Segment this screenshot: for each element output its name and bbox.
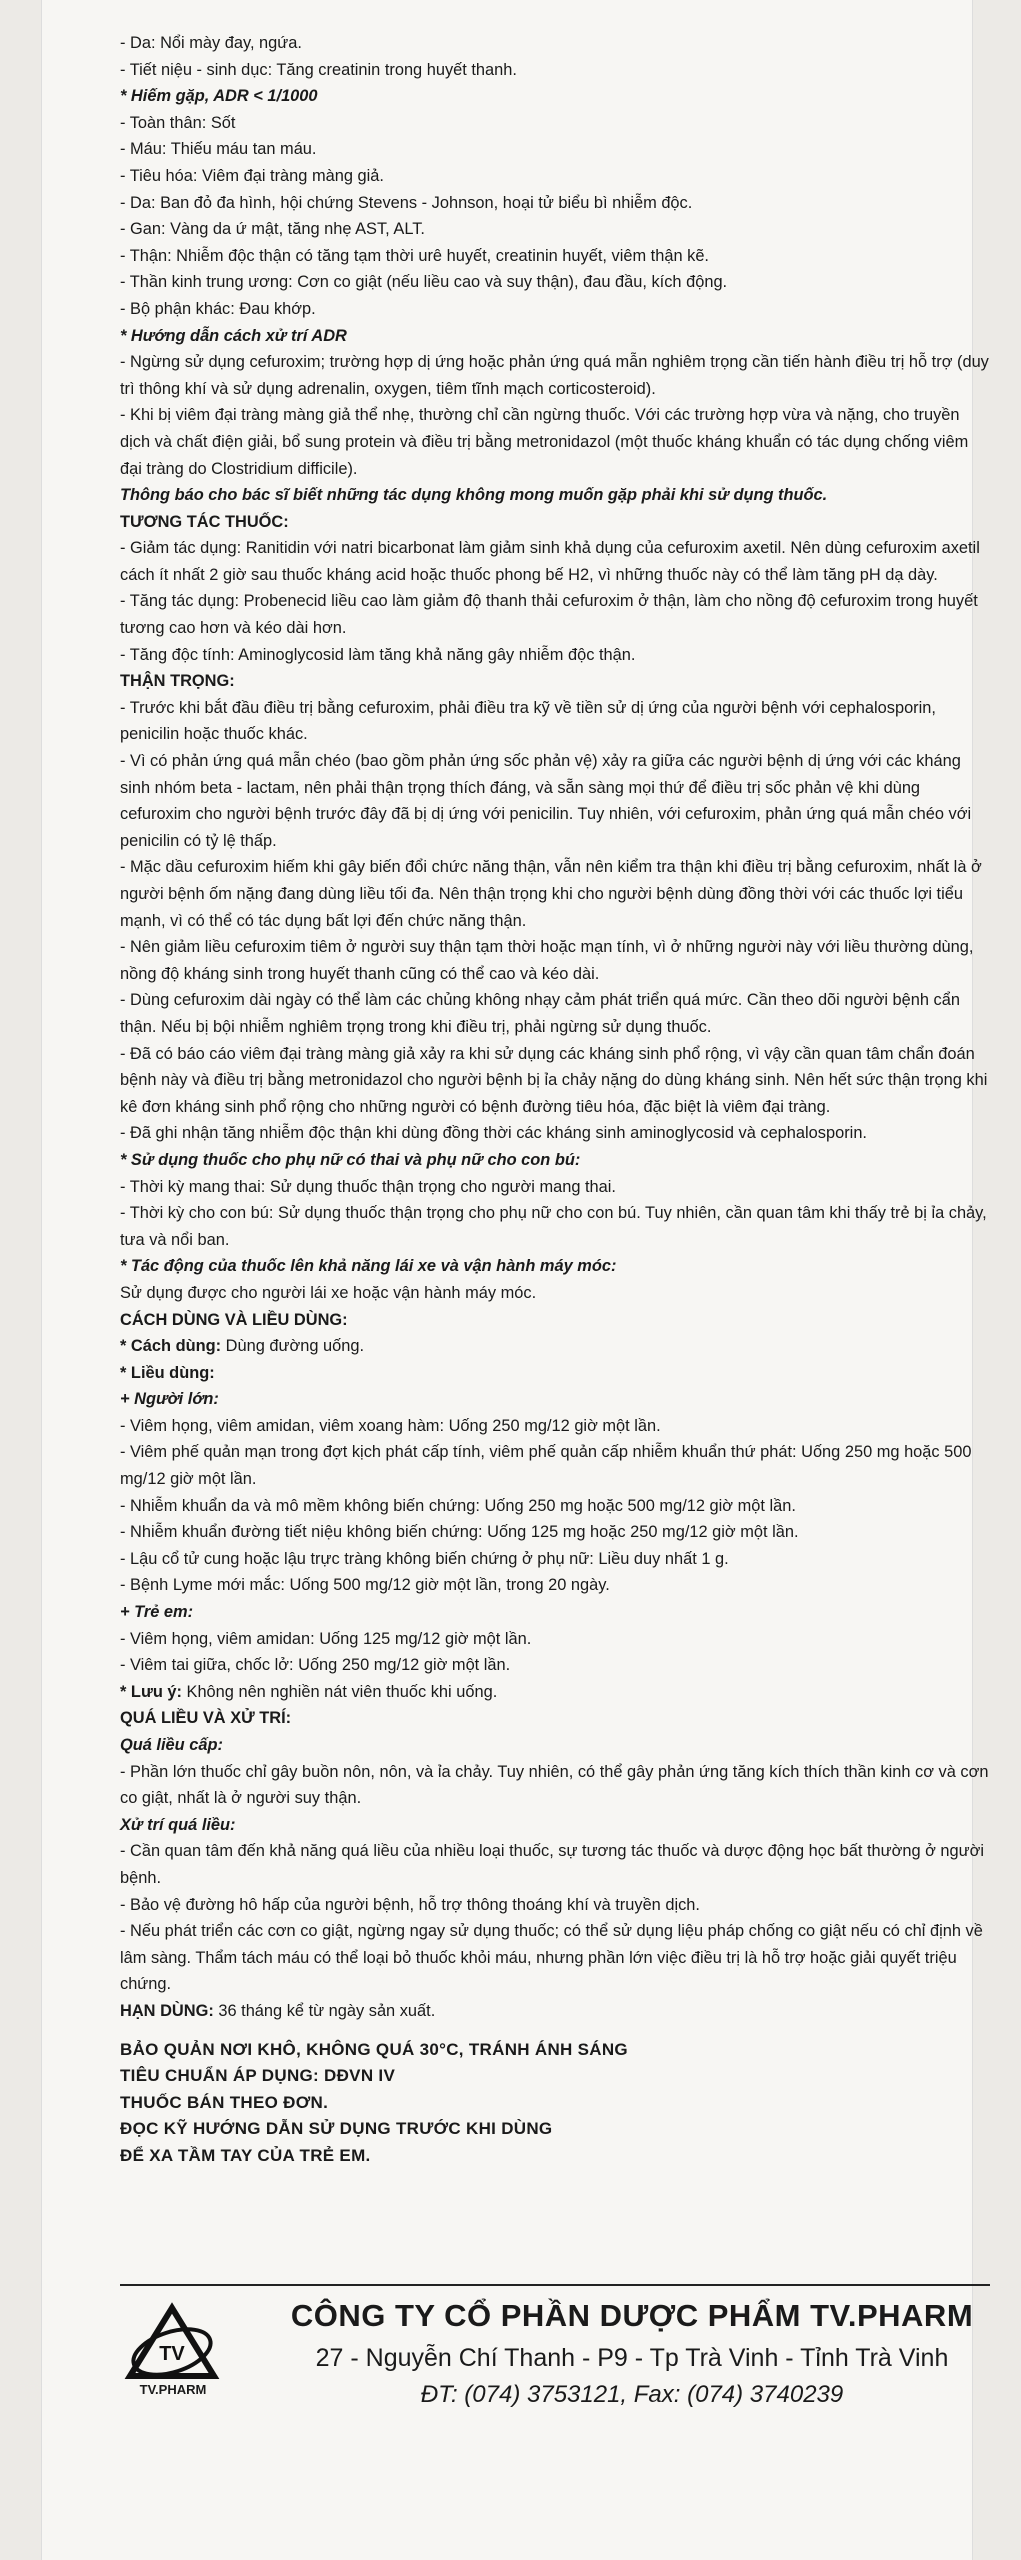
text-line: * Sử dụng thuốc cho phụ nữ có thai và phụ nữ cho con bú: <box>120 1150 581 1169</box>
text-line: - Viêm tai giữa, chốc lở: Uống 250 mg/12 giờ một lần. <box>120 1656 511 1675</box>
text-line: Xử trí quá liều: <box>120 1815 236 1834</box>
text-line: - Thời kỳ cho con bú: Sử dụng thuốc thận trọng cho phụ nữ cho con bú. Tuy nhiên, cần quan tâm khi thấy trẻ bị ỉa chảy, tưa và nổi ban. <box>120 1204 987 1249</box>
text-line: - Tăng tác dụng: Probenecid liều cao làm giảm độ thanh thải cefuroxim ở thận, làm cho nồng độ cefuroxim trong huyết tương cao hơn và kéo dài hơn. <box>120 592 978 638</box>
text-line: - Viêm họng, viêm amidan, viêm xoang hàm: Uống 250 mg/12 giờ một lần. <box>120 1416 661 1435</box>
text-line: + Người lớn: <box>120 1390 219 1409</box>
text-line: - Phần lớn thuốc chỉ gây buồn nôn, nôn, và ỉa chảy. Tuy nhiên, có thể gây phản ứng tăng kích thích thần kinh cơ và cơn co giật, nhất là ở người suy thận. <box>120 1762 989 1808</box>
text-line: TIÊU CHUẨN ÁP DỤNG: DĐVN IV <box>120 2066 396 2086</box>
text-line <box>120 1998 990 2025</box>
text-line: - Toàn thân: Sốt <box>120 113 236 132</box>
text-line: - Lậu cổ tử cung hoặc lậu trực tràng không biến chứng ở phụ nữ: Liều duy nhất 1 g. <box>120 1549 729 1568</box>
text-line: - Máu: Thiếu máu tan máu. <box>120 140 317 159</box>
text-line: - Vì có phản ứng quá mẫn chéo (bao gồm phản ứng sốc phản vệ) xảy ra giữa các người bệnh dị ứng với các kháng sinh nhóm beta - lactam, nên phải thận trọng thích đáng, và sẵn sàng mọi thứ để điều trị sốc phản vệ khi dùng cefuroxim cho người bệnh trước đây đã bị dị ứng với penicilin. Tuy nhiên, với cefuroxim, phản ứng quá mẫn chéo với penicilin có tỷ lệ thấp. <box>120 752 972 850</box>
text-line <box>120 1333 990 1360</box>
company-info <box>262 2298 1002 2409</box>
text-line: - Thận: Nhiễm độc thận có tăng tạm thời urê huyết, creatinin huyết, viêm thận kẽ. <box>120 246 709 265</box>
company-name: CÔNG TY CỔ PHẦN DƯỢC PHẨM TV.PHARM <box>290 2298 974 2333</box>
text-line: - Giảm tác dụng: Ranitidin với natri bicarbonat làm giảm sinh khả dụng của cefuroxim axetil. Nên dùng cefuroxim axetil cách ít nhất 2 giờ sau thuốc kháng acid hoặc thuốc phong bế H2, vì những thuốc này có thể làm tăng pH dạ dày. <box>120 539 980 584</box>
inline-text: Dùng đường uống. <box>221 1337 365 1356</box>
text-line: * Liều dùng: <box>120 1363 215 1382</box>
text-line: - Viêm họng, viêm amidan: Uống 125 mg/12 giờ một lần. <box>120 1629 532 1648</box>
text-line: - Ngừng sử dụng cefuroxim; trường hợp dị ứng hoặc phản ứng quá mẫn nghiêm trọng cần tiến hành điều trị hỗ trợ (duy trì thông khí và sử dụng adrenalin, oxygen, tiêm tĩnh mạch corticosteroid). <box>120 353 989 398</box>
text-line: THẬN TRỌNG: <box>120 672 235 691</box>
text-line: Thông báo cho bác sĩ biết những tác dụng không mong muốn gặp phải khi sử dụng thuốc. <box>120 486 828 505</box>
text-line: - Tiêu hóa: Viêm đại tràng màng giả. <box>120 166 384 185</box>
text-line: - Da: Ban đỏ đa hình, hội chứng Stevens - Johnson, hoại tử biểu bì nhiễm độc. <box>120 193 693 212</box>
inline-label: * Cách dùng: <box>120 1337 222 1356</box>
text-line: - Nhiễm khuẩn đường tiết niệu không biến chứng: Uống 125 mg hoặc 250 mg/12 giờ một lần. <box>120 1523 799 1542</box>
text-line: ĐỌC KỸ HƯỚNG DẪN SỬ DỤNG TRƯỚC KHI DÙNG <box>120 2119 553 2139</box>
company-contact: ĐT: (074) 3753121, Fax: (074) 3740239 <box>420 2381 844 2408</box>
text-line: Sử dụng được cho người lái xe hoặc vận hành máy móc. <box>120 1283 537 1302</box>
inline-text: Không nên nghiền nát viên thuốc khi uống. <box>181 1682 498 1701</box>
inline-label: HẠN DÙNG: <box>120 2001 214 2020</box>
text-line: THUỐC BÁN THEO ĐƠN. <box>120 2092 329 2112</box>
text-line: - Dùng cefuroxim dài ngày có thể làm các chủng không nhạy cảm phát triển quá mức. Cần theo dõi người bệnh cẩn thận. Nếu bị bội nhiễm nghiêm trọng trong khi điều trị, phải ngừng sử dụng thuốc. <box>120 991 960 1036</box>
text-line: - Nếu phát triển các cơn co giật, ngừng ngay sử dụng thuốc; có thể sử dụng liệu pháp chống co giật nếu có chỉ định về lâm sàng. Thẩm tách máu có thể loại bỏ thuốc khỏi máu, nhưng phần lớn việc điều trị là hỗ trợ hoặc giải quyết triệu chứng. <box>120 1922 983 1994</box>
text-line: * Hướng dẫn cách xử trí ADR <box>120 326 347 345</box>
text-line: - Nhiễm khuẩn da và mô mềm không biến chứng: Uống 250 mg hoặc 500 mg/12 giờ một lần. <box>120 1496 796 1515</box>
text-line: - Bệnh Lyme mới mắc: Uống 500 mg/12 giờ một lần, trong 20 ngày. <box>120 1576 610 1595</box>
text-line: - Gan: Vàng da ứ mật, tăng nhẹ AST, ALT. <box>120 220 425 239</box>
text-line: ĐỂ XA TẦM TAY CỦA TRẺ EM. <box>120 2145 371 2165</box>
text-line: CÁCH DÙNG VÀ LIỀU DÙNG: <box>120 1310 348 1329</box>
text-line: - Nên giảm liều cefuroxim tiêm ở người suy thận tạm thời hoặc mạn tính, vì ở những người này với liều thường dùng, nồng độ kháng sinh trong huyết thanh cũng có thể cao và kéo dài. <box>120 938 974 983</box>
inline-label: * Lưu ý: <box>120 1682 182 1701</box>
text-line: TƯƠNG TÁC THUỐC: <box>120 512 289 531</box>
text-line: + Trẻ em: <box>120 1603 194 1622</box>
text-line: - Đã ghi nhận tăng nhiễm độc thận khi dùng đồng thời các kháng sinh aminoglycosid và cephalosporin. <box>120 1124 867 1143</box>
text-line: - Mặc dầu cefuroxim hiếm khi gây biến đổi chức năng thận, vẫn nên kiểm tra thận khi điều trị bằng cefuroxim, nhất là ở người bệnh ốm nặng đang dùng liều tối đa. Nên thận trọng khi cho người bệnh dùng đồng thời với các thuốc lợi tiểu mạnh, vì có thể có tác dụng bất lợi đến chức năng thận. <box>120 858 982 930</box>
text-line: - Da: Nổi mày đay, ngứa. <box>120 34 302 52</box>
text-line <box>120 1679 990 1706</box>
text-line: * Tác động của thuốc lên khả năng lái xe và vận hành máy móc: <box>120 1257 617 1276</box>
text-line: - Bảo vệ đường hô hấp của người bệnh, hỗ trợ thông thoáng khí và truyền dịch. <box>120 1895 700 1914</box>
text-line: - Bộ phận khác: Đau khớp. <box>120 299 316 318</box>
leaflet-sheet <box>42 0 989 2560</box>
text-line: - Thời kỳ mang thai: Sử dụng thuốc thận trọng cho người mang thai. <box>120 1177 616 1196</box>
text-line: - Khi bị viêm đại tràng màng giả thể nhẹ, thường chỉ cần ngừng thuốc. Với các trường hợp vừa và nặng, cho truyền dịch và chất điện giải, bổ sung protein và điều trị bằng metronidazol (một thuốc kháng khuẩn có tác dụng chống viêm đại tràng do Clostridium difficile). <box>120 406 969 478</box>
text-line: - Viêm phế quản mạn trong đợt kịch phát cấp tính, viêm phế quản cấp nhiễm khuẩn thứ phát: Uống 250 mg hoặc 500 mg/12 giờ một lần. <box>120 1443 972 1489</box>
svg-text:TV: TV <box>159 2343 185 2365</box>
leaflet-body <box>120 30 990 2170</box>
text-line: - Thần kinh trung ương: Cơn co giật (nếu liều cao và suy thận), đau đầu, kích động. <box>120 273 728 292</box>
logo-label: TV.PHARM <box>139 2382 207 2397</box>
text-line: BẢO QUẢN NƠI KHÔ, KHÔNG QUÁ 30°C, TRÁNH ÁNH SÁNG <box>120 2039 628 2059</box>
text-line: - Tiết niệu - sinh dục: Tăng creatinin trong huyết thanh. <box>120 60 517 79</box>
text-line: - Đã có báo cáo viêm đại tràng màng giả xảy ra khi sử dụng các kháng sinh phổ rộng, vì vậy cần quan tâm chẩn đoán bệnh này và điều trị bằng metronidazol cho người bệnh bị ỉa chảy nặng do dùng kháng sinh. Nên hết sức thận trọng khi kê đơn kháng sinh phổ rộng cho những người có bệnh đường tiêu hóa, đặc biệt là viêm đại tràng. <box>120 1044 988 1116</box>
text-line: * Hiếm gặp, ADR < 1/1000 <box>120 87 318 106</box>
text-line: QUÁ LIỀU VÀ XỬ TRÍ: <box>120 1709 292 1728</box>
text-line: - Cần quan tâm đến khả năng quá liều của nhiều loại thuốc, sự tương tác thuốc và dược động học bất thường ở người bệnh. <box>120 1842 985 1887</box>
inline-text: 36 tháng kể từ ngày sản xuất. <box>213 2001 436 2020</box>
text-line: - Tăng độc tính: Aminoglycosid làm tăng khả năng gây nhiễm độc thận. <box>120 645 636 664</box>
text-line: Quá liều cấp: <box>120 1736 223 1754</box>
footer-divider <box>120 2284 990 2286</box>
text-line: - Trước khi bắt đầu điều trị bằng cefuroxim, phải điều tra kỹ về tiền sử dị ứng của người bệnh với cephalosporin, penicilin hoặc thuốc khác. <box>120 698 936 744</box>
company-address: 27 - Nguyễn Chí Thanh - P9 - Tp Trà Vinh - Tỉnh Trà Vinh <box>315 2344 949 2372</box>
